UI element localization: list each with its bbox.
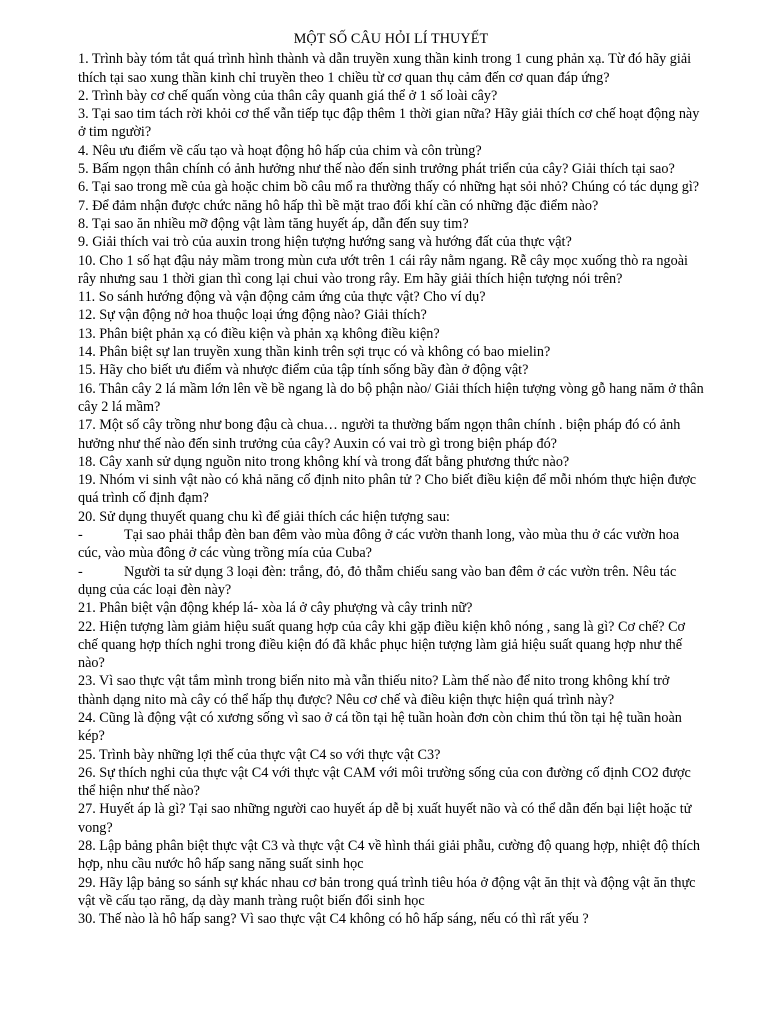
question-22: 22. Hiện tượng làm giảm hiệu suất quang hợp của cây khi gặp điều kiện khô nóng , sang là gì? Cơ chế? Cơ chế quang hợp thích nghi trong điều kiện đó đã khắc phục hiện tượng làm giả hiệu suất quang hợp như thế nào? [78,618,686,672]
question-15: 15. Hãy cho biết ưu điểm và nhược điểm của tập tính sống bầy đàn ở động vật? [78,362,529,379]
question-5: 5. Bấm ngọn thân chính có ảnh hưởng như thế nào đến sinh trưởng phát triển của cây? Giải thích tại sao? [78,161,675,178]
question-25: 25. Trình bày những lợi thế của thực vật C4 so với thực vật C3? [78,746,441,763]
question-27: 27. Huyết áp là gì? Tại sao những người cao huyết áp dễ bị xuất huyết não và có thể dẫn đến bại liệt hoặc tử vong? [78,801,692,836]
subitem-text: Tại sao phải thắp đèn ban đêm vào mùa đông ở các vườn thanh long, vào mùa thu ở các vườn hoa cúc, vào mùa đông ở các vùng trồng mía của Cuba? [78,527,680,562]
question-10: 10. Cho 1 số hạt đậu nảy mầm trong mùn cưa ướt trên 1 cái rây nằm ngang. Rễ cây mọc xuống thò ra ngoài rây nhưng sau 1 thời gian thì cong lại chui vào trong rây. Em hãy giải thích hiện tượng nói trên? [78,252,688,287]
question-4: 4. Nêu ưu điểm về cấu tạo và hoạt động hô hấp của chim và côn trùng? [78,142,482,159]
question-20-subitem-1 [78,526,704,563]
question-11: 11. So sánh hướng động và vận động cảm ứng của thực vật? Cho ví dụ? [78,289,486,306]
subitem-text: Người ta sử dụng 3 loại đèn: trắng, đỏ, đỏ thẫm chiếu sang vào ban đêm ở các vườn trên. Nêu tác dụng của các loại đèn này? [78,563,677,598]
question-6: 6. Tại sao trong mề của gà hoặc chim bồ câu mổ ra thường thấy có những hạt sỏi nhỏ? Chúng có tác dụng gì? [78,179,700,196]
question-13: 13. Phân biệt phản xạ có điều kiện và phản xạ không điều kiện? [78,325,440,342]
question-26: 26. Sự thích nghi của thực vật C4 với thực vật CAM với môi trường sống của con đường cố định CO2 được thể hiện như thế nào? [78,764,691,800]
question-21: 21. Phân biệt vận động khép lá- xòa lá ở cây phượng và cây trinh nữ? [78,600,473,617]
bullet-dash: - [78,563,83,580]
question-18: 18. Cây xanh sử dụng nguồn nito trong không khí và trong đất bằng phương thức nào? [78,453,570,470]
question-2: 2. Trình bày cơ chế quấn vòng của thân cây quanh giá thể ở 1 số loài cây? [78,87,498,104]
question-24: 24. Cũng là động vật có xương sống vì sao ở cá tồn tại hệ tuần hoàn đơn còn chim thú tồn tại hệ tuần hoàn kép? [78,709,682,745]
question-28: 28. Lập bảng phân biệt thực vật C3 và thực vật C4 về hình thái giải phẫu, cường độ quang hợp, nhiệt độ thích hợp, nhu cầu nước hô hấp sang năng suất sinh học [78,838,700,873]
question-12: 12. Sự vận động nở hoa thuộc loại ứng động nào? Giải thích? [78,307,427,324]
question-23: 23. Vì sao thực vật tắm mình trong biển nito mà vẫn thiếu nito? Làm thế nào để nito trong không khí trở thành dạng nito mà cây có thể hấp thụ được? Nêu cơ chế và điều kiện thực hiện quá trình này? [78,673,670,708]
bullet-dash: - [78,527,83,544]
page-title: MỘT SỐ CÂU HỎI LÍ THUYẾT [293,31,489,47]
question-3: 3. Tại sao tim tách rời khỏi cơ thể vẫn tiếp tục đập thêm 1 thời gian nữa? Hãy giải thích cơ chế hoạt động này ở tim người? [78,106,700,141]
question-8: 8. Tại sao ăn nhiều mỡ động vật làm tăng huyết áp, dẫn đến suy tim? [78,215,469,232]
question-30: 30. Thế nào là hô hấp sang? Vì sao thực vật C4 không có hô hấp sáng, nếu có thì rất yếu ? [78,911,589,928]
question-29: 29. Hãy lập bảng so sánh sự khác nhau cơ bản trong quá trình tiêu hóa ở động vật ăn thịt và động vật ăn thực vật về cấu tạo răng, dạ dày manh tràng ruột biến đổi sinh học [78,874,696,909]
question-7: 7. Để đảm nhận được chức năng hô hấp thì bề mặt trao đổi khí cần có những đặc điểm nào? [78,197,599,214]
question-16: 16. Thân cây 2 lá mầm lớn lên về bề ngang là do bộ phận nào/ Giải thích hiện tượng vòng gỗ hang năm ở thân cây 2 lá mầm? [78,380,704,415]
question-17: 17. Một số cây trồng như bong đậu cà chua… người ta thường bấm ngọn thân chính . biện pháp đó có ảnh hưởng như thế nào đến sinh trưởng của cây? Auxin có vai trò gì trong biện pháp đó? [78,417,681,452]
question-20-subitem-2 [78,563,704,600]
question-1: 1. Trình bày tóm tắt quá trình hình thành và dẫn truyền xung thần kinh trong 1 cung phản xạ. Từ đó hãy giải thích tại sao xung thần kinh chỉ truyền theo 1 chiều từ cơ quan thụ cảm đến cơ quan đáp ứng? [78,51,692,86]
question-14: 14. Phân biệt sự lan truyền xung thần kinh trên sợi trục có và không có bao mielin? [78,344,551,361]
question-9: 9. Giải thích vai trò của auxin trong hiện tượng hướng sang và hướng đất của thực vật? [78,234,572,251]
question-20: 20. Sử dụng thuyết quang chu kì để giải thích các hiện tượng sau: [78,508,450,525]
question-19: 19. Nhóm vi sinh vật nào có khả năng cố định nito phân tử ? Cho biết điều kiện để mỗi nhóm thực hiện được quá trình cố định đạm? [78,472,697,507]
